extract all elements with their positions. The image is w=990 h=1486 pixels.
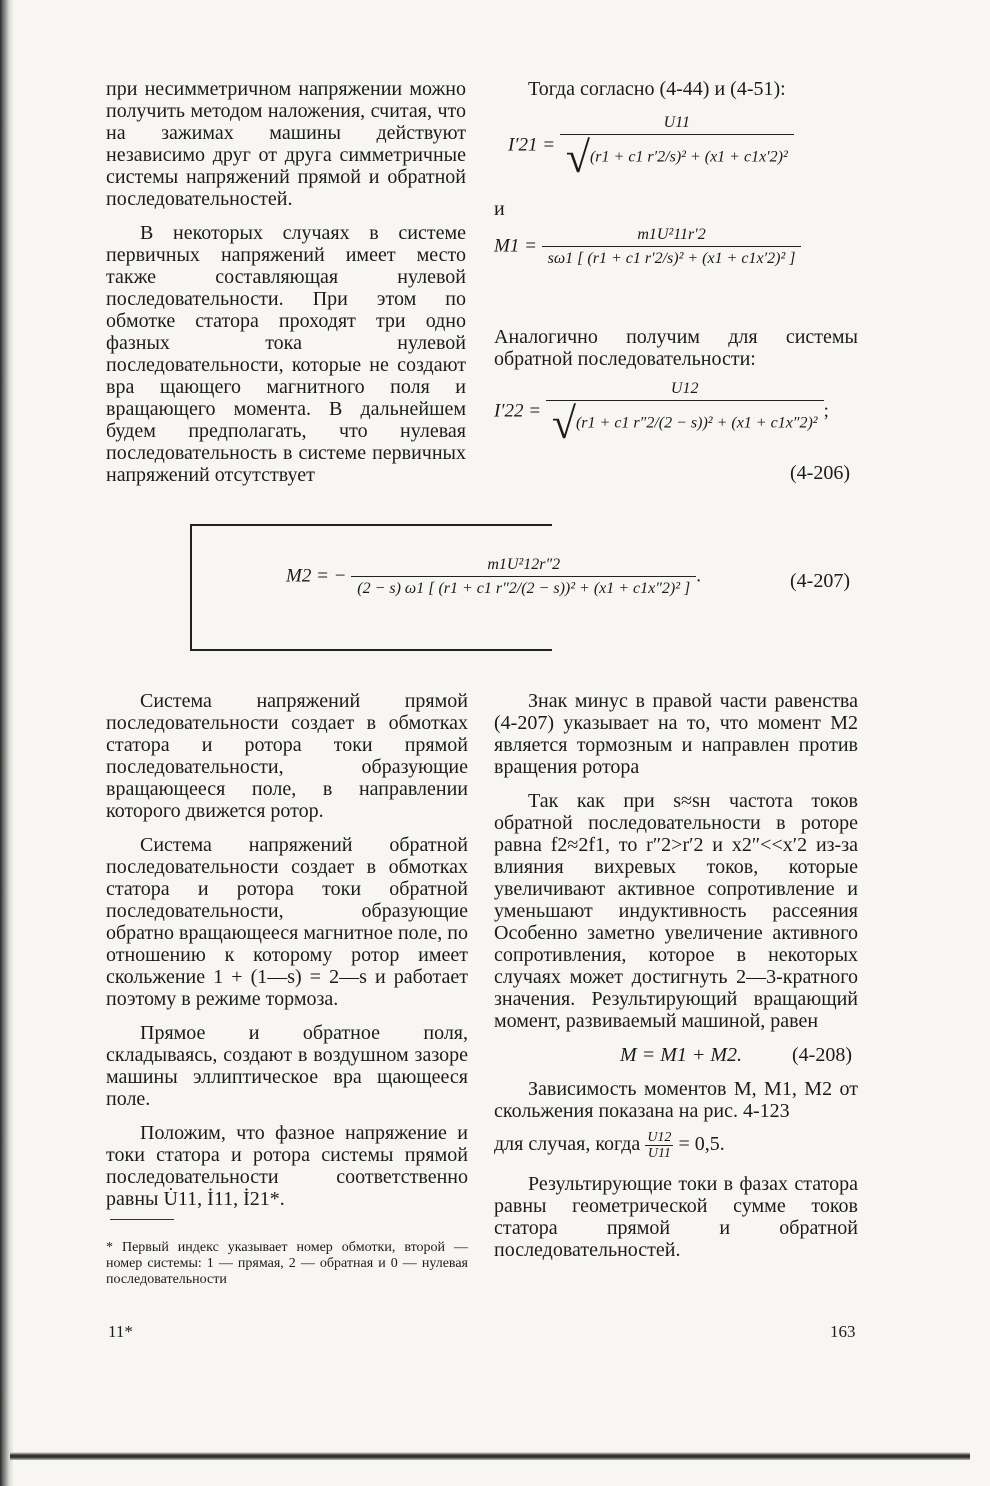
signature-mark: 11*: [108, 1322, 133, 1341]
footnote: * Первый индекс указывает номер обмотки, второй — номер системы: 1 — прямая, 2 — обратная и 0 — нулевая последовательности: [106, 1240, 468, 1287]
page-number: 163: [830, 1322, 856, 1341]
paragraph-dependence: Зависимость моментов M, M1, M2 от скольжения показана на рис. 4-123: [494, 1078, 858, 1122]
paragraph-frequency: Так как при s≈sн частота токов обратной последовательности в роторе равна f2≈2f1, то r″2>r′2 и x2″<<x′2 из-за влияния вихревых токов, которые увеличивают активное сопротивление и уменьшают индуктивность рассеяния Особенно заметно увеличение активного сопротивления, которое в некоторых случаях может достигнуть 2—3-кратного значения. Результирующий вращающий момент, развиваемый машиной, равен: [494, 790, 858, 1032]
formula-i22-numerator: U12: [670, 380, 699, 397]
paragraph-then: Тогда согласно (4-44) и (4-51):: [528, 78, 786, 100]
formula-m2-fraction: [351, 556, 696, 598]
scan-left-edge: [0, 0, 14, 1486]
equation-number-208: (4-208): [792, 1044, 852, 1066]
equation-208-body: M = M1 + M2.: [620, 1044, 743, 1066]
formula-m2-denominator: (2 − s) ω1 [ (r1 + c1 r″2/(2 − s))² + (x1 + c1x″2)² ]: [351, 576, 696, 598]
equation-number-207: (4-207): [790, 570, 850, 592]
equation-number-206: (4-206): [790, 462, 850, 484]
ratio-fraction: $\frac{U12}{U11}$: [647, 1130, 672, 1161]
paragraph-assume: Положим, что фазное напряжение и токи статора и ротора системы прямой последовательности соответственно равны U̇11, İ11, İ21*.: [106, 1122, 468, 1210]
formula-m1-denominator: sω1 [ (r1 + c1 r′2/s)² + (x1 + c1x′2)² ]: [542, 246, 802, 268]
paragraph-elliptic-field: Прямое и обратное поля, складываясь, создают в воздушном зазоре машины эллиптическое вра щающееся поле.: [106, 1022, 468, 1110]
formula-i21-lhs: I′21 =: [508, 134, 556, 156]
paragraph-negative-sequence: Система напряжений обратной последовательности создает в обмотках статора и ротора токи обратной последовательности, образующие обратно вращающееся магнитное поле, по отношению к которому ротор имеет скольжение 1 + (1—s) = 2—s и работает поэтому в режиме тормоза.: [106, 834, 468, 1010]
left-column-top: [106, 78, 466, 498]
paragraph-superposition: при несимметричном напряжении можно получить методом наложения, считая, что на зажимах машины действуют независимо друг от друга симметричные системы напряжений прямой и обратной последовательностей.: [106, 78, 466, 210]
sqrt-icon: √: [551, 399, 576, 448]
paragraph-analog: Аналогично получим для системы обратной последовательности:: [494, 326, 858, 370]
footnote-rule: [110, 1219, 174, 1220]
formula-m2: M2 = − $\frac{\text{m1U²12r″2}}{\text{(2 − s) ω1 [ (r1 + c1 r″2/(2 − s))² + (x1 + c1x″2)² ]}}$ .: [286, 556, 702, 597]
formula-i22: I′22 = $\frac{U12}{\text{√(r1 + c1 r″2/(2 − s))² + (x1 + c1x″2)²}}$ ;: [494, 380, 829, 448]
right-column-analog: [494, 326, 858, 382]
formula-i22-fraction: [546, 380, 824, 448]
box-left-rule: [190, 524, 192, 650]
formula-i21: [508, 114, 794, 182]
left-column-bottom: [106, 690, 468, 1222]
paragraph-zero-sequence: В некоторых случаях в системе первичных напряжений имеет место также составляющая нулевой последовательности. При этом по обмотке статора проходят три одно фазных тока нулевой последовательности, которые не создают вра щающего магнитного поля и вращающего момента. В дальнейшем будем предполагать, что нулевая последовательность в системе первичных напряжений отсутствует: [106, 222, 466, 486]
conjunction-and: и: [494, 198, 505, 220]
equation-208-line: [494, 1044, 858, 1066]
formula-i21-numerator: U11: [663, 114, 690, 131]
formula-m1-lhs: M1 =: [494, 235, 537, 257]
paragraph-resulting-currents: Результирующие токи в фазах статора равны геометрической сумме токов статора прямой и обратной последовательностей.: [494, 1173, 858, 1261]
formula-i22-lhs: I′22 =: [494, 400, 542, 422]
right-column-intro: [494, 78, 858, 112]
right-column-bottom: [494, 690, 858, 1273]
box-bottom-rule: [190, 649, 552, 651]
formula-m1: [494, 226, 801, 268]
box-top-rule: [190, 524, 552, 526]
formula-m2-numerator: m1U²12r″2: [487, 556, 561, 573]
formula-m1-fraction: [542, 226, 802, 268]
paragraph-case: для случая, когда $\frac{U12}{U11}$ = 0,5.: [494, 1130, 725, 1161]
formula-i22-denominator: √(r1 + c1 r″2/(2 − s))² + (x1 + c1x″2)²: [546, 400, 824, 444]
paragraph-positive-sequence: Система напряжений прямой последовательности создает в обмотках статора и ротора токи прямой последовательности, образующие вращающееся поле, в направлении которого движется ротор.: [106, 690, 468, 822]
formula-m1-numerator: m1U²11r′2: [637, 226, 706, 243]
formula-i21-denominator: √(r1 + c1 r′2/s)² + (x1 + c1x′2)²: [560, 134, 794, 178]
sqrt-icon: √: [565, 133, 590, 182]
paragraph-minus-sign: Знак минус в правой части равенства (4-207) указывает на то, что момент M2 является тормозным и направлен против вращения ротора: [494, 690, 858, 778]
formula-m2-lhs: M2 = −: [286, 565, 347, 587]
formula-i21-fraction: [560, 114, 794, 182]
scan-bottom-edge: [10, 1452, 970, 1460]
